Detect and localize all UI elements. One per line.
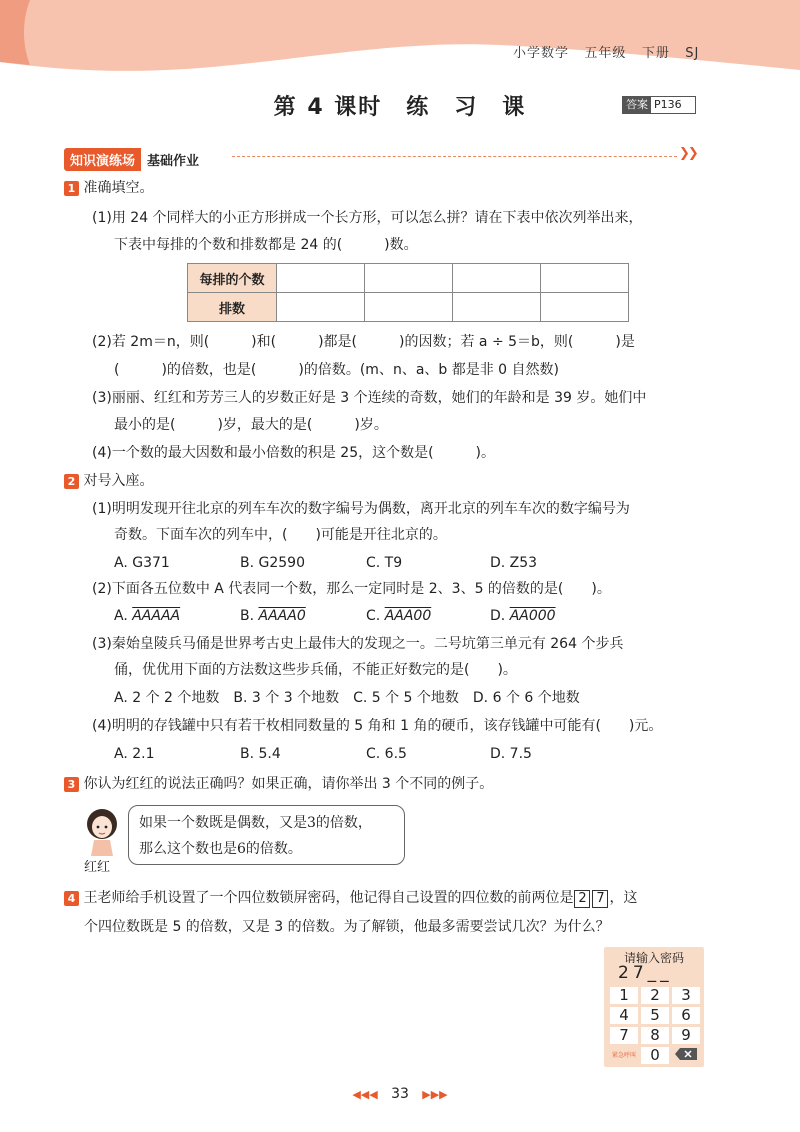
answer-page: P136 [654,98,682,111]
option-c[interactable]: C. T9 [366,555,403,571]
question-text: 准确填空。 [83,180,154,196]
option-d[interactable] [490,606,556,626]
digit-box: 7 [592,890,608,908]
book-info [513,42,699,61]
option-a[interactable]: A. G371 [114,555,170,571]
question-1 [64,178,153,198]
speech-bubble [128,805,405,865]
q4-line2: 个四位数既是 5 的倍数，又是 3 的倍数。为了解锁，他最多需要尝试几次？为什么？ [84,919,610,935]
page-number: 33 [391,1086,409,1102]
section-divider [232,156,677,157]
header-wave [0,0,800,80]
phone-lock-screen [604,947,704,1067]
speaker-name: 红红 [84,860,111,875]
q2-part3-line2: 俑，优优用下面的方法数这些步兵俑，不能正好数完的是( )。 [114,662,517,678]
speech-line: 那么这个数也是6的倍数。 [139,841,302,857]
option-value: AAAAA [132,608,181,624]
q1-part2-line1: (2)若 2m＝n，则( )和( )都是( )的因数；若 a ÷ 5＝b，则( )是 [92,334,635,350]
key-8[interactable]: 8 [641,1027,669,1044]
option-value: AA000 [509,608,556,624]
q1-part3-line2: 最小的是( )岁，最大的是( )岁。 [114,417,388,433]
row-header: 每排的个数 [188,264,277,293]
q1-part3-line1: (3)丽丽、红红和芳芳三人的岁数正好是 3 个连续的奇数，她们的年龄和是 39 岁。她们中 [92,390,647,406]
grade-label: 五年级 [584,46,627,61]
left-arrows-icon: ◀◀◀ [352,1088,378,1101]
answer-cell[interactable] [453,293,541,322]
option-b[interactable]: B. 5.4 [240,746,281,762]
edition-label: SJ [685,46,700,61]
backspace-icon[interactable] [672,1047,700,1064]
option-value: AAAA0 [258,608,306,624]
keypad [610,987,700,1064]
answer-label: 答案 [623,97,651,113]
option-letter: A. [114,608,128,624]
q1-part1-line2: 下表中每排的个数和排数都是 24 的( )数。 [114,237,418,253]
answer-cell[interactable] [277,293,365,322]
double-chevron-icon: ❯❯ [679,146,697,161]
key-5[interactable]: 5 [641,1007,669,1024]
key-2[interactable]: 2 [641,987,669,1004]
option-a[interactable] [114,606,180,626]
question-text: 对号入座。 [83,473,154,489]
lesson-title: 第 4 课时 练 习 课 [273,95,527,120]
q2-part2-line1: (2)下面各五位数中 A 代表同一个数，那么一定同时是 2、3、5 的倍数的是( )。 [92,581,611,597]
page-footer [0,1086,800,1102]
question-number: 1 [64,181,79,196]
q1-part1-line1: (1)用 24 个同样大的小正方形拼成一个长方形，可以怎么拼？请在下表中依次列举出来， [92,210,643,226]
key-3[interactable]: 3 [672,987,700,1004]
right-arrows-icon: ▶▶▶ [422,1088,448,1101]
option-letter: B. [240,608,255,624]
option-b[interactable]: B. G2590 [240,555,305,571]
answer-cell[interactable] [365,264,453,293]
volume-label: 下册 [641,46,670,61]
key-0[interactable]: 0 [641,1047,669,1064]
option-letter: D. [490,608,506,624]
table-row [188,293,629,322]
password-display: 27__ [618,963,673,983]
question-3 [64,774,493,794]
factor-table [187,263,629,322]
q2-part4-line1: (4)明明的存钱罐中只有若干枚相同数量的 5 角和 1 角的硬币，该存钱罐中可能有( )元。 [92,718,663,734]
key-7[interactable]: 7 [610,1027,638,1044]
option-b[interactable] [240,606,306,626]
section-tag: 知识演练场 [64,148,141,171]
key-9[interactable]: 9 [672,1027,700,1044]
answer-cell[interactable] [453,264,541,293]
series-label: 小学数学 [513,46,570,61]
key-1[interactable]: 1 [610,987,638,1004]
option-letter: C. [366,608,381,624]
question-4 [64,888,637,908]
option-a[interactable]: A. 2.1 [114,746,155,762]
digit-box: 2 [574,890,590,908]
section-subtitle: 基础作业 [147,154,200,169]
q2-part1-line1: (1)明明发现开往北京的列车车次的数字编号为偶数，离开北京的列车车次的数字编号为 [92,501,630,517]
question-2 [64,471,153,491]
question-text: 王老师给手机设置了一个四位数锁屏密码，他记得自己设置的四位数的前两位是 [83,890,574,906]
q1-part2-line2: ( )的倍数，也是( )的倍数。(m、n、a、b 都是非 0 自然数) [114,362,560,378]
q1-part4: (4)一个数的最大因数和最小倍数的积是 25，这个数是( )。 [92,445,496,461]
option-c[interactable] [366,606,431,626]
key-4[interactable]: 4 [610,1007,638,1024]
question-number: 4 [64,891,79,906]
option-d[interactable]: D. 7.5 [490,746,532,762]
option-d[interactable]: D. Z53 [490,555,538,571]
emergency-call-button[interactable]: 紧急呼叫 [611,1052,636,1059]
q2-part1-line2: 奇数。下面车次的列车中，( )可能是开往北京的。 [114,527,447,543]
section-header [64,148,199,171]
answer-cell[interactable] [541,264,629,293]
q2-part3-line1: (3)秦始皇陵兵马俑是世界考古史上最伟大的发现之一。二号坑第三单元有 264 个步兵 [92,636,624,652]
phone-prompt: 请输入密码 [623,951,684,965]
answer-cell[interactable] [365,293,453,322]
answer-cell[interactable] [277,264,365,293]
table-row [188,264,629,293]
key-6[interactable]: 6 [672,1007,700,1024]
answer-reference [622,96,696,114]
row-header: 排数 [188,293,277,322]
q2-part3-options[interactable]: A. 2 个 2 个地数 B. 3 个 3 个地数 C. 5 个 5 个地数 D. 6 个 6 个地数 [114,690,580,706]
question-number: 2 [64,474,79,489]
answer-cell[interactable] [541,293,629,322]
question-text-end: ，这 [609,890,638,906]
girl-avatar-icon [80,806,124,858]
question-number: 3 [64,777,79,792]
question-text: 你认为红红的说法正确吗？如果正确，请你举出 3 个不同的例子。 [83,776,494,792]
speech-line: 如果一个数既是偶数，又是3的倍数， [139,815,372,831]
option-c[interactable]: C. 6.5 [366,746,407,762]
option-value: AAA00 [384,608,432,624]
